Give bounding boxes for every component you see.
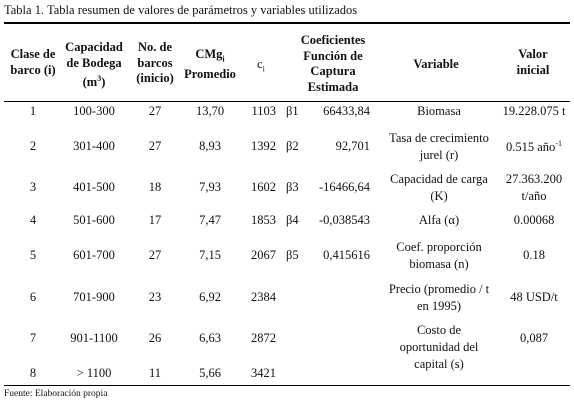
cell-cmg: 7,93 [199, 180, 221, 194]
cell-valor: 0.00068 [513, 213, 555, 227]
cell-variable: Capacidad de carga (K) [390, 172, 488, 203]
cell-clase: 7 [29, 331, 37, 345]
cell-capacidad: 701-900 [73, 290, 115, 304]
header-ci: $c_i$ [257, 57, 265, 74]
cell-cmg: 6,63 [199, 331, 221, 345]
cell-coef: 92,701 [335, 139, 370, 153]
header-coeficientes: Coeficientes Función de Captura Estimada [300, 33, 366, 94]
cell-cmg: 13,70 [195, 104, 225, 118]
cell-clase: 3 [29, 180, 37, 194]
cell-barcos: 27 [148, 248, 162, 262]
cell-coef: -16466,64 [318, 180, 370, 194]
cell-coef: 66433,84 [323, 104, 370, 118]
cell-barcos: 23 [148, 290, 162, 304]
top-rule-2 [4, 23, 570, 24]
cell-valor: 19.228.075 t [502, 104, 566, 118]
cell-cmg: 8,93 [199, 139, 221, 153]
cell-valor: 27.363.200 t/año [505, 172, 563, 203]
cell-beta: β2 [286, 139, 299, 153]
cell-capacidad: 301-400 [73, 139, 115, 153]
cell-barcos: 17 [148, 213, 162, 227]
cell-cmg: 6,92 [199, 290, 221, 304]
table-source: Fuente: Elaboración propia [4, 389, 108, 399]
cell-capacidad: 601-700 [73, 248, 115, 262]
cell-ci: 2872 [251, 331, 276, 345]
cell-variable: Precio (promedio / t en 1995) [388, 282, 490, 313]
cell-beta: β1 [286, 104, 299, 118]
header-variable: Variable [413, 57, 459, 71]
header-valor: Valor inicial [516, 47, 550, 77]
cell-capacidad: 901-1100 [70, 331, 118, 345]
cell-clase: 6 [29, 290, 37, 304]
cell-cmg: 7,47 [199, 213, 221, 227]
cell-valor: 0.515 año$^{-1}$ [506, 139, 562, 155]
cell-variable: Tasa de crecimiento jurel (r) [389, 131, 489, 162]
cell-ci: 1853 [251, 213, 276, 227]
cell-ci: 1602 [251, 180, 276, 194]
header-barcos: No. de barcos (inicio) [136, 40, 174, 85]
cell-valor: 0,087 [519, 331, 549, 345]
cell-barcos: 18 [148, 180, 162, 194]
cell-ci: 1103 [251, 104, 276, 118]
bottom-rule [4, 385, 570, 386]
cell-cmg: 7,15 [199, 248, 221, 262]
header-capacidad: Capacidad de Bodega $(m^3)$ [65, 40, 123, 90]
cell-coef: 0,415616 [323, 248, 370, 262]
cell-clase: 5 [29, 248, 37, 262]
cell-ci: 3421 [251, 366, 276, 380]
cell-barcos: 27 [148, 104, 162, 118]
cell-barcos: 11 [148, 366, 162, 380]
cell-beta: β4 [286, 213, 299, 227]
table-caption: Tabla 1. Tabla resumen de valores de parámetros y variables utilizados [4, 3, 358, 17]
cell-coef: -0,038543 [318, 213, 370, 227]
cell-clase: 4 [29, 213, 37, 227]
cell-variable: Alfa (α) [418, 213, 460, 227]
cell-variable: Costo de oportunidad del capital (s) [399, 323, 479, 371]
cell-cmg: 5,66 [199, 366, 221, 380]
cell-barcos: 27 [148, 139, 162, 153]
cell-capacidad: 501-600 [73, 213, 115, 227]
cell-variable: Biomasa [417, 104, 461, 118]
cell-capacidad: > 1100 [76, 366, 112, 380]
cell-variable: Coef. proporción biomasa (n) [396, 240, 482, 271]
cell-valor-exponent: -1 [555, 139, 562, 148]
cell-valor: 0.18 [523, 248, 545, 262]
header-rule [4, 101, 570, 102]
cell-ci: 2067 [251, 248, 276, 262]
cell-beta: β5 [286, 248, 299, 262]
cell-beta: β3 [286, 180, 299, 194]
cell-capacidad: 401-500 [73, 180, 115, 194]
cell-clase: 1 [29, 104, 37, 118]
cell-clase: 2 [29, 139, 37, 153]
cell-clase: 8 [29, 366, 37, 380]
header-clase: Clase de barco (i) [10, 47, 56, 77]
cell-ci: 1392 [251, 139, 276, 153]
cell-capacidad: 100-300 [73, 104, 115, 118]
cell-valor: 48 USD/t [510, 290, 558, 304]
cell-ci: 2384 [251, 290, 276, 304]
header-cmg: CMg$_i$ Promedio [184, 47, 236, 81]
cell-barcos: 26 [148, 331, 162, 345]
